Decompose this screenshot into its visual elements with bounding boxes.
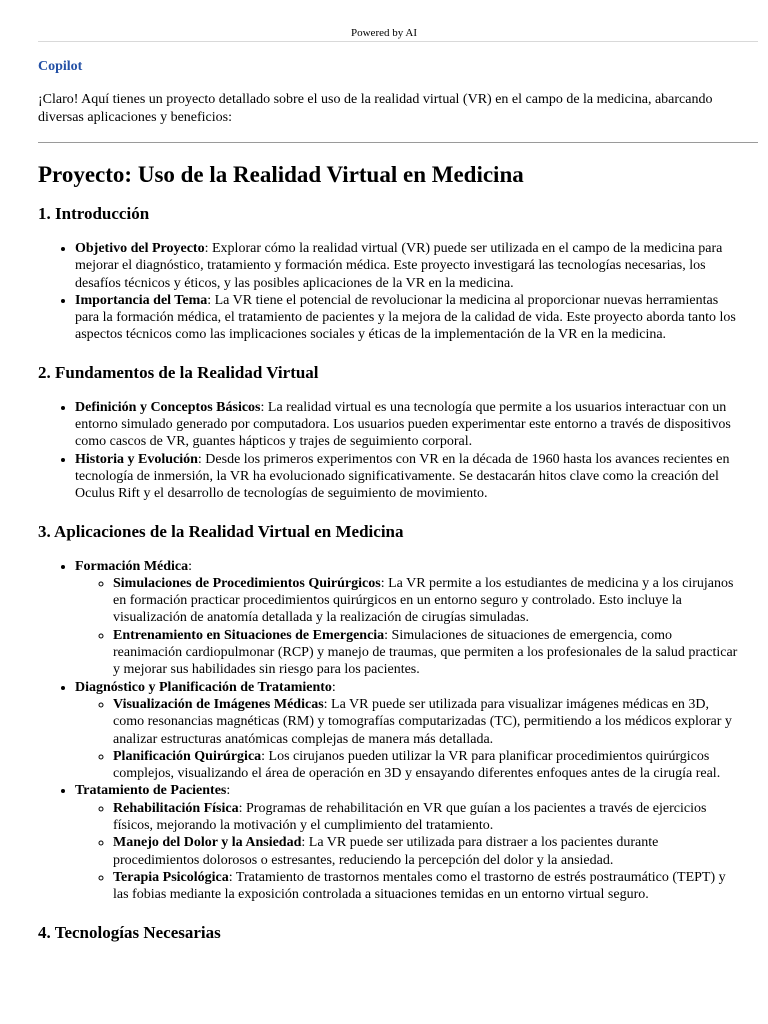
list-group	[75, 679, 738, 783]
assistant-name: Copilot	[38, 59, 83, 74]
item-text: : La VR permite a los estudiantes de medicina y a los cirujanos en formación practicar procedimientos quirúrgicos en un entorno seguro y controlado. Esto incluye la visualización de anatomía detallada y la realización de cirugías simuladas.	[113, 575, 734, 626]
section-heading: 1. Introducción	[38, 204, 150, 223]
item-text: : La VR tiene el potencial de revolucionar la medicina al proporcionar nuevas herramientas para la formación médica, el tratamiento de pacientes y la mejora de la calidad de vida. Este proyecto aborda tanto los aspectos técnicos como las implicaciones sociales y éticas de la implementación de la VR en la medicina.	[75, 292, 736, 343]
list-item	[75, 292, 738, 344]
group-text: :	[188, 558, 193, 574]
item-term: Terapia Psicológica	[113, 869, 229, 885]
item-term: Visualización de Imágenes Médicas	[113, 696, 324, 712]
group-term: Diagnóstico y Planificación de Tratamiento	[75, 679, 332, 695]
sub-list-item	[113, 575, 738, 627]
item-term: Definición y Conceptos Básicos	[75, 399, 261, 415]
item-text: : Explorar cómo la realidad virtual (VR) puede ser utilizada en el campo de la medicina para mejorar el diagnóstico, tratamiento y formación médica. Este proyecto investigará las tecnologías necesarias, los desafíos técnicos y éticos, y las posibles aplicaciones de la VR en la medicina.	[75, 241, 723, 291]
assistant-intro: ¡Claro! Aquí tienes un proyecto detallado sobre el uso de la realidad virtual (VR) en el campo de la medicina, abarcando diversas aplicaciones y beneficios:	[38, 92, 713, 125]
item-text: : Desde los primeros experimentos con VR en la década de 1960 hasta los avances recientes en tecnología de inmersión, la VR ha evolucionado significativamente. Se destacarán hitos clave como la creación del Oculus Rift y el desarrollo de tecnologías de seguimiento de movimiento.	[75, 451, 730, 502]
list-item	[75, 399, 738, 451]
item-term: Entrenamiento en Situaciones de Emergencia	[113, 627, 385, 643]
group-text: :	[331, 679, 336, 695]
item-term: Simulaciones de Procedimientos Quirúrgicos	[113, 575, 381, 591]
item-term: Manejo del Dolor y la Ansiedad	[113, 835, 302, 851]
sub-list	[75, 575, 738, 679]
sub-list-item	[113, 834, 738, 869]
sub-list-item	[113, 800, 738, 835]
sub-list-item	[113, 869, 738, 904]
sub-list	[75, 696, 738, 782]
item-text: : Simulaciones de situaciones de emergencia, como reanimación cardiopulmonar (RCP) y manejo de traumas, que permiten a los profesionales de la salud practicar y mejorar sus habilidades sin riesgo para los pacientes.	[113, 627, 738, 678]
item-term: Rehabilitación Física	[113, 800, 239, 816]
document-title: Proyecto: Uso de la Realidad Virtual en Medicina	[38, 162, 524, 187]
item-term: Importancia del Tema	[75, 292, 208, 308]
item-text: : La VR puede ser utilizada para visualizar imágenes médicas en 3D, como resonancias magnéticas (RM) y tomografías computarizadas (TC), permitiendo a los médicos explorar y analizar estructuras anatómicas complejas de manera más detallada.	[113, 696, 732, 747]
list-group	[75, 782, 738, 903]
list-group	[75, 558, 738, 679]
section-list	[38, 558, 738, 904]
list-item	[75, 240, 738, 292]
item-term: Planificación Quirúrgica	[113, 748, 262, 764]
group-term: Formación Médica	[75, 558, 189, 574]
sub-list-item	[113, 627, 738, 679]
item-text: : Programas de rehabilitación en VR que guían a los pacientes a través de ejercicios físicos, mejorando la motivación y el cumplimiento del tratamiento.	[113, 800, 707, 834]
section-list	[38, 399, 738, 503]
section-heading: 4. Tecnologías Necesarias	[38, 922, 221, 942]
section-list	[38, 240, 738, 344]
sub-list-item	[113, 696, 738, 748]
item-text: : La realidad virtual es una tecnología que permite a los usuarios interactuar con un entorno simulado generado por computadora. Los usuarios pueden experimentar este entorno a través de dispositivos como cascos de VR, guantes hápticos y trajes de seguimiento corporal.	[75, 399, 731, 450]
section-divider	[38, 142, 758, 143]
sub-list	[75, 800, 738, 904]
item-text: : Tratamiento de trastornos mentales como el trastorno de estrés postraumático (TEPT) y las fobias mediante la exposición controlada a situaciones temidas en un entorno virtual seguro.	[113, 869, 726, 903]
section-heading: 3. Aplicaciones de la Realidad Virtual en Medicina	[38, 521, 404, 541]
sub-list-item	[113, 748, 738, 783]
item-term: Historia y Evolución	[75, 451, 198, 467]
item-text: : Los cirujanos pueden utilizar la VR para planificar procedimientos quirúrgicos complejos, visualizando el área de operación en 3D y ensayando diferentes enfoques antes de la cirugía real.	[113, 748, 721, 782]
section-heading: 2. Fundamentos de la Realidad Virtual	[38, 362, 319, 382]
group-text: :	[226, 783, 231, 799]
top-divider	[38, 41, 758, 42]
item-text: : La VR puede ser utilizada para distraer a los pacientes durante procedimientos dolorosos o estresantes, reduciendo la percepción del dolor y la ansiedad.	[113, 835, 659, 868]
item-term: Objetivo del Proyecto	[75, 241, 205, 256]
document-body	[38, 160, 738, 944]
group-term: Tratamiento de Pacientes	[75, 783, 227, 799]
powered-by-label: Powered by AI	[351, 27, 417, 39]
list-item	[75, 451, 738, 503]
